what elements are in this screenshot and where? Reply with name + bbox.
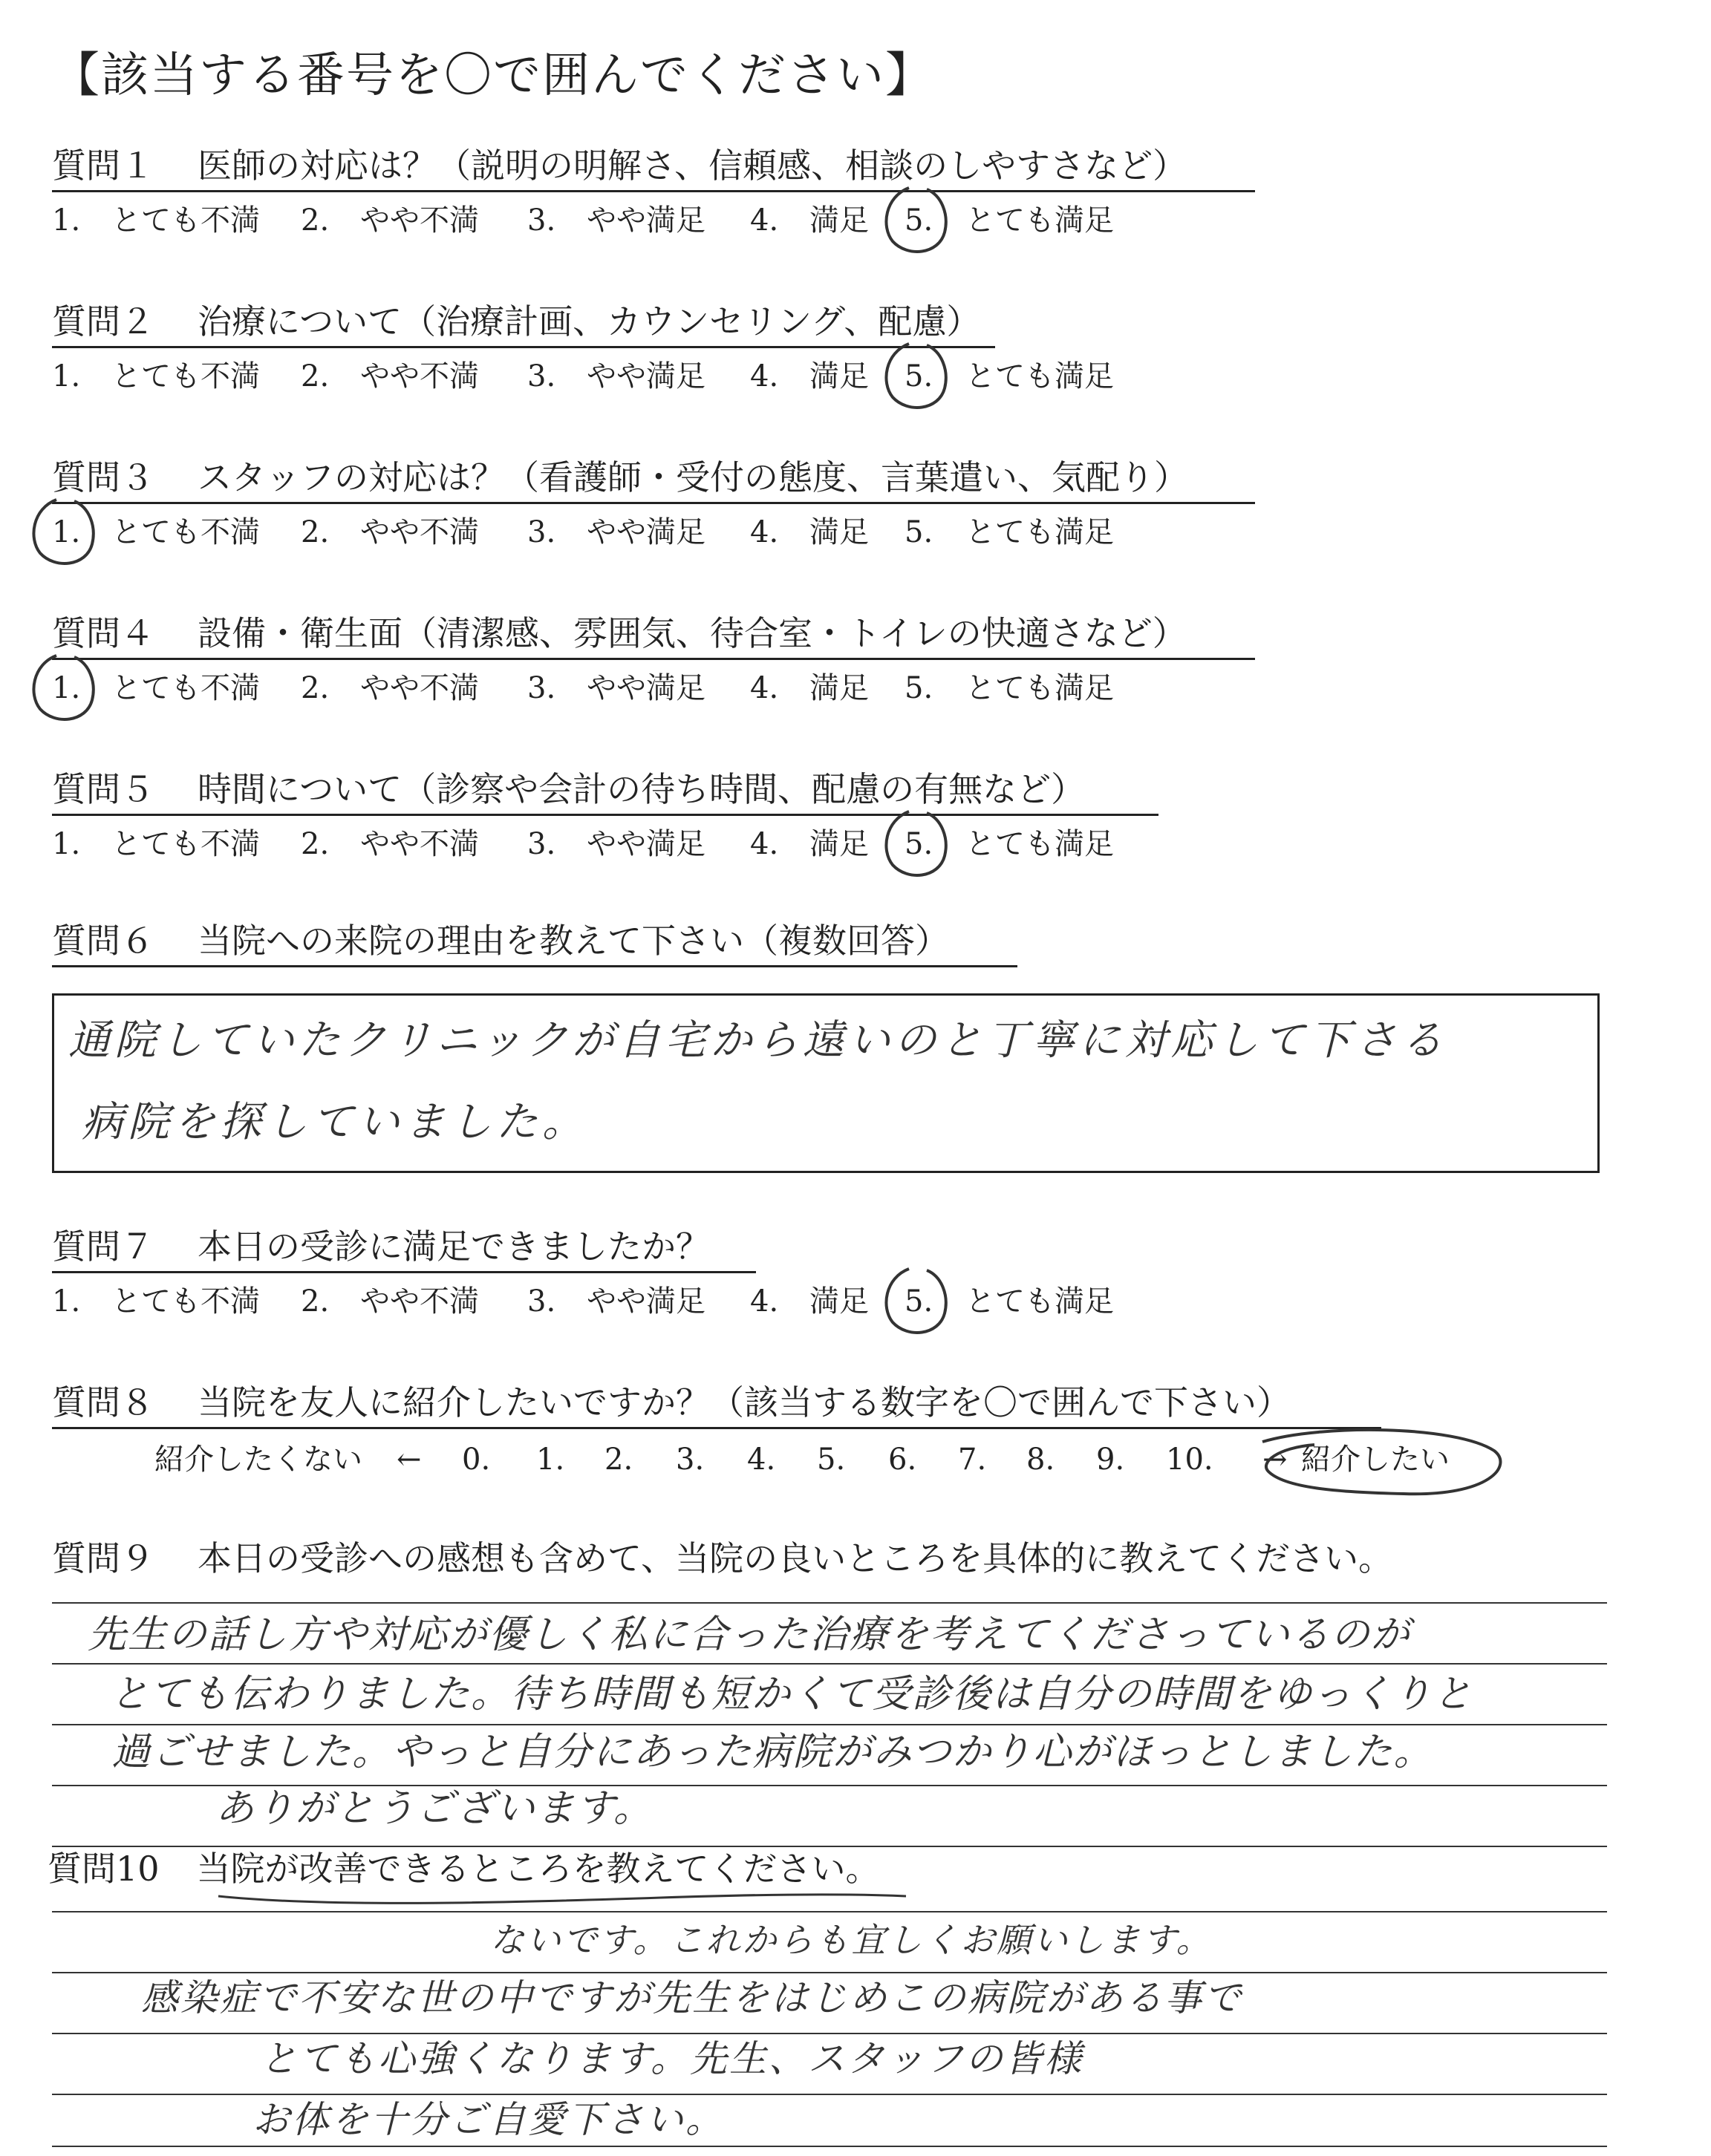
scale-value-5[interactable]: 5. [817, 1443, 846, 1477]
scale-value-7[interactable]: 7. [958, 1443, 987, 1477]
q10-ruled-line-3 [52, 2033, 1607, 2034]
question-10-number: 質問10 [48, 1849, 160, 1889]
option-5-number[interactable]: 5. [905, 671, 933, 705]
option-3-label: やや満足 [587, 827, 705, 861]
question-9-text: 本日の受診への感想も含めて、当院の良いところを具体的に教えてください。 [198, 1538, 1393, 1578]
option-3-number[interactable]: 3. [527, 203, 556, 238]
option-2-number[interactable]: 2. [301, 827, 330, 861]
selection-circle-stroke [886, 188, 945, 252]
question-1-underline [52, 190, 1255, 192]
question-9-answer-line-2: とても伝わりました。待ち時間も短かくて受診後は自分の時間をゆっくりと [110, 1672, 1473, 1716]
question-1-text: 医師の対応は？（説明の明解さ、信頼感、相談のしやすさなど） [198, 146, 1187, 186]
question-9-number: 質問９ [52, 1538, 154, 1578]
option-3-number[interactable]: 3. [527, 515, 556, 549]
option-1-number[interactable]: 1. [52, 671, 81, 705]
question-7-title [52, 1226, 710, 1267]
option-4-number[interactable]: 4. [750, 203, 779, 238]
option-5-number[interactable]: 5. [905, 1284, 933, 1319]
option-5-label: とても満足 [965, 203, 1114, 238]
scale-right-label: 紹介したい [1301, 1443, 1450, 1477]
question-2-number: 質問２ [52, 301, 154, 342]
question-8-underline [52, 1427, 1381, 1429]
question-3-title [52, 457, 1188, 497]
question-10-text: 当院が改善できるところを教えてください。 [196, 1849, 880, 1889]
option-2-number[interactable]: 2. [301, 515, 330, 549]
q10-ruled-line-1 [52, 1911, 1607, 1912]
option-2-number[interactable]: 2. [301, 1284, 330, 1319]
option-1-label: とても不満 [111, 1284, 260, 1319]
question-6-underline [52, 965, 1017, 967]
scale-value-4[interactable]: 4. [747, 1443, 776, 1477]
option-4-number[interactable]: 4. [750, 515, 779, 549]
selection-circle-stroke [886, 1269, 945, 1333]
option-1-number[interactable]: 1. [52, 515, 81, 549]
scale-value-9[interactable]: 9. [1096, 1443, 1125, 1477]
question-2-text: 治療について（治療計画、カウンセリング、配慮） [198, 301, 981, 342]
option-2-label: やや不満 [360, 203, 479, 238]
option-1-number[interactable]: 1. [52, 827, 81, 861]
question-10-answer-line-2: 感染症で不安な世の中ですが先生をはじめこの病院がある事で [141, 1976, 1243, 2019]
scale-value-8[interactable]: 8. [1026, 1443, 1055, 1477]
option-2-number[interactable]: 2. [301, 359, 330, 393]
option-4-number[interactable]: 4. [750, 827, 779, 861]
q10-ruled-line-2 [52, 1972, 1607, 1973]
question-2-underline [52, 346, 995, 348]
option-5-label: とても満足 [965, 671, 1114, 705]
question-10-title [48, 1849, 880, 1889]
question-7-number: 質問７ [52, 1226, 154, 1267]
question-6-number: 質問６ [52, 921, 154, 961]
option-5-number[interactable]: 5. [905, 515, 933, 549]
selection-circle-recommend [1233, 1420, 1515, 1509]
selection-circle-option-1 [22, 648, 111, 730]
option-3-number[interactable]: 3. [527, 1284, 556, 1319]
option-4-label: 満足 [809, 1284, 869, 1319]
question-1-number: 質問１ [52, 146, 154, 186]
scale-value-6[interactable]: 6. [888, 1443, 917, 1477]
question-2-title [52, 301, 981, 342]
selection-circle-option-1 [22, 492, 111, 574]
option-4-number[interactable]: 4. [750, 671, 779, 705]
option-2-label: やや不満 [360, 359, 479, 393]
option-4-label: 満足 [809, 827, 869, 861]
option-2-label: やや不満 [360, 671, 479, 705]
option-1-label: とても不満 [111, 359, 260, 393]
selection-circle-option-5 [875, 336, 964, 418]
question-9-title [52, 1538, 1393, 1578]
option-3-label: やや満足 [587, 671, 705, 705]
q9-ruled-line-5 [52, 1846, 1607, 1847]
option-5-number[interactable]: 5. [905, 827, 933, 861]
option-3-label: やや満足 [587, 203, 705, 238]
option-2-label: やや不満 [360, 1284, 479, 1319]
option-5-label: とても満足 [965, 515, 1114, 549]
scale-right-arrow: → [1262, 1443, 1288, 1477]
selection-circle-stroke [33, 656, 93, 719]
option-4-label: 満足 [809, 671, 869, 705]
option-3-label: やや満足 [587, 1284, 705, 1319]
q9-ruled-line-3 [52, 1724, 1607, 1725]
option-2-number[interactable]: 2. [301, 671, 330, 705]
option-2-label: やや不満 [360, 515, 479, 549]
question-8-title [52, 1382, 1291, 1422]
question-10-answer-line-4: お体を十分ご自愛下さい。 [252, 2098, 725, 2141]
question-10-answer-line-1: ないです。これからも宜しくお願いします。 [490, 1920, 1213, 1960]
question-9-answer-line-4: ありがとうございます。 [215, 1786, 654, 1831]
question-7-underline [52, 1271, 756, 1273]
option-3-number[interactable]: 3. [527, 827, 556, 861]
question-7-text: 本日の受診に満足できましたか？ [198, 1226, 710, 1267]
question-6-text: 当院への来院の理由を教えて下さい（複数回答） [198, 921, 949, 961]
option-2-number[interactable]: 2. [301, 203, 330, 238]
q9-ruled-line-1 [52, 1602, 1607, 1604]
question-10-answer-line-3: とても心強くなります。先生、スタッフの皆様 [260, 2037, 1083, 2080]
question-8-number: 質問８ [52, 1382, 154, 1422]
option-4-number[interactable]: 4. [750, 359, 779, 393]
scale-left-label: 紹介したくない [154, 1443, 362, 1477]
q9-ruled-line-2 [52, 1663, 1607, 1665]
option-1-label: とても不満 [111, 203, 260, 238]
selection-circle-option-5 [875, 180, 964, 262]
option-4-label: 満足 [809, 359, 869, 393]
question-5-underline [52, 814, 1158, 816]
question-6-title [52, 921, 949, 961]
option-1-number[interactable]: 1. [52, 1284, 81, 1319]
question-5-title [52, 769, 1086, 809]
scale-value-2[interactable]: 2. [604, 1443, 633, 1477]
q10-ruled-line-5 [52, 2146, 1607, 2147]
option-3-number[interactable]: 3. [527, 671, 556, 705]
scale-value-3[interactable]: 3. [676, 1443, 705, 1477]
question-4-title [52, 613, 1187, 653]
question-9-answer-line-1: 先生の話し方や対応が優しく私に合った治療を考えてくださっているのが [88, 1613, 1412, 1657]
question-4-underline [52, 658, 1255, 660]
question-1-title [52, 146, 1187, 186]
option-5-label: とても満足 [965, 827, 1114, 861]
question-4-number: 質問４ [52, 613, 154, 653]
question-8-text: 当院を友人に紹介したいですか？（該当する数字を〇で囲んで下さい） [198, 1382, 1291, 1422]
option-2-label: やや不満 [360, 827, 479, 861]
option-3-number[interactable]: 3. [527, 359, 556, 393]
option-1-label: とても不満 [111, 827, 260, 861]
question-6-answer-line-2: 病院を探していました。 [82, 1098, 588, 1146]
question-3-text: スタッフの対応は？（看護師・受付の態度、言葉遣い、気配り） [198, 457, 1188, 497]
question-6-answer-line-1: 通院していたクリニックが自宅から遠いのと丁寧に対応して下さる [68, 1016, 1447, 1065]
option-1-label: とても不満 [111, 515, 260, 549]
option-5-number[interactable]: 5. [905, 359, 933, 393]
question-9-answer-line-3: 過ごせました。やっと自分にあった病院がみつかり心がほっとしました。 [111, 1730, 1434, 1774]
selection-circle-option-5 [875, 804, 964, 886]
scale-value-10[interactable]: 10. [1166, 1443, 1213, 1477]
page-heading: 【該当する番号を〇で囲んでください】 [52, 48, 934, 103]
option-1-number[interactable]: 1. [52, 359, 81, 393]
option-4-number[interactable]: 4. [750, 1284, 779, 1319]
question-3-underline [52, 502, 1255, 504]
option-4-label: 満足 [809, 203, 869, 238]
q10-ruled-line-4 [52, 2094, 1607, 2095]
question-3-number: 質問３ [52, 457, 154, 497]
option-3-label: やや満足 [587, 515, 705, 549]
selection-circle-stroke [886, 344, 945, 408]
option-3-label: やや満足 [587, 359, 705, 393]
option-5-label: とても満足 [965, 359, 1114, 393]
question-5-number: 質問５ [52, 769, 154, 809]
scale-value-0[interactable]: 0. [462, 1443, 491, 1477]
scale-value-1[interactable]: 1. [536, 1443, 565, 1477]
scale-left-arrow: ← [397, 1443, 422, 1477]
selection-circle-option-5 [875, 1261, 964, 1343]
question-5-text: 時間について（診察や会計の待ち時間、配慮の有無など） [198, 769, 1086, 809]
selection-circle-stroke [886, 811, 945, 875]
selection-circle-stroke [33, 500, 93, 564]
option-5-label: とても満足 [965, 1284, 1114, 1319]
question-4-text: 設備・衛生面（清潔感、雰囲気、待合室・トイレの快適さなど） [198, 613, 1187, 653]
option-1-number[interactable]: 1. [52, 203, 81, 238]
option-5-number[interactable]: 5. [905, 203, 933, 238]
option-1-label: とても不満 [111, 671, 260, 705]
option-4-label: 満足 [809, 515, 869, 549]
